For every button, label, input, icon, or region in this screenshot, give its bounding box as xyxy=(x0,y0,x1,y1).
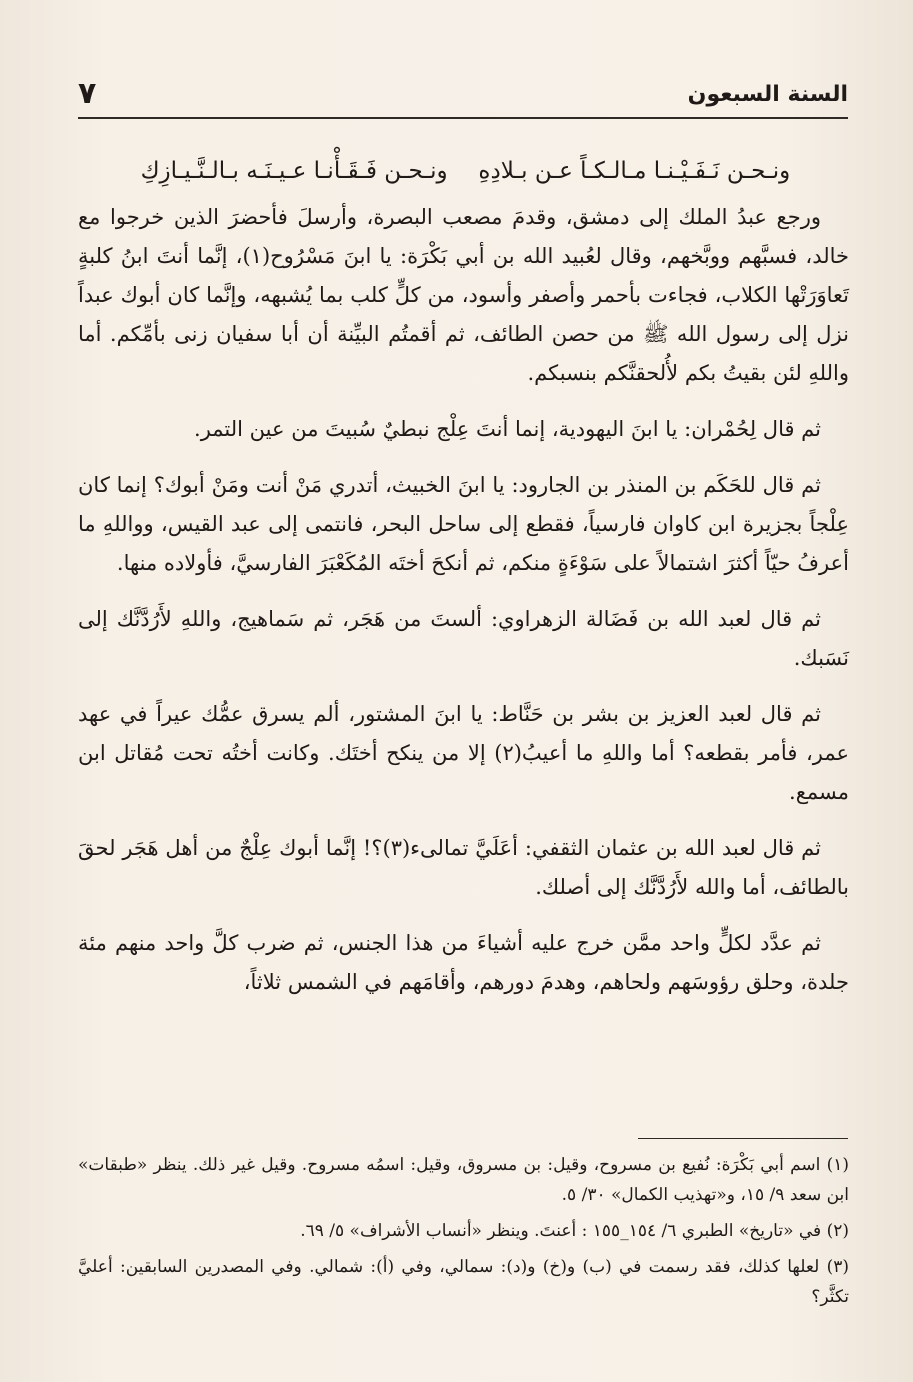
header-title: السنة السبعون xyxy=(687,82,848,107)
paragraph: ثم قال لِحُمْران: يا ابنَ اليهودية، إنما أنتَ عِلْج نبطيٌ سُبيتَ من عين التمر. xyxy=(194,417,821,441)
main-text xyxy=(78,198,849,1019)
paragraph: ثم قال لعبد العزيز بن بشر بن حَنَّاط: يا ابنَ المشتور، ألم يسرق عمُّك عيراً في عهد عمر، فأمر بقطعه؟ أما واللهِ ما أعيبُ(٢) إلا من ينكح أختَك. وكانت أختُه تحت مُقاتل ابن مسمع. xyxy=(78,702,849,804)
footnote: (٣) لعلها كذلك، فقد رسمت في (ب) و(خ) و(د): سمالي، وفي (أ): شمالي. وفي المصدرين السابقين: أعليَّ تكثَّر؟ xyxy=(78,1257,849,1307)
poetry-verse xyxy=(78,150,848,192)
paragraph: ثم قال لعبد الله بن عثمان الثقفي: أعَلَيَّ تمالىء(٣)؟! إنَّما أبوك عِلْجٌ من أهل هَجَر لحقَ بالطائف، أما والله لأَرُدَّنَّك إلى أصلك. xyxy=(78,836,849,899)
page-number: ٧ xyxy=(78,76,97,111)
verse-second-hemistich: ونـحـن فَـقَـأْنـا عـيـنَـه بـالـنَّـيـازِكِ xyxy=(140,158,448,184)
footnote: (١) اسم أبي بَكْرَة: نُفيع بن مسروح، وقيل: بن مسروق، وقيل: اسمُه مسروح. وقيل غير ذلك. ينظر «طبقات» ابن سعد ٩/ ١٥، و«تهذيب الكمال» ٣٠/ ٥. xyxy=(78,1155,849,1205)
verse-first-hemistich: ونـحـن نَـفَـيْـنـا مـالـكـاً عـن بـلادِهِ xyxy=(478,158,791,184)
header-divider xyxy=(78,117,848,119)
paragraph: ثم قال لعبد الله بن فَضَالة الزهراوي: ألستَ من هَجَر، ثم سَماهيج، واللهِ لأَرُدَّنَّك إلى نَسَبك. xyxy=(78,607,849,670)
running-header xyxy=(78,70,848,118)
footnote-divider xyxy=(638,1138,848,1139)
paragraph: ثم عدَّد لكلٍّ واحد ممَّن خرج عليه أشياءَ من هذا الجنس، ثم ضرب كلَّ واحد منهم مئة جلدة، وحلق رؤوسَهم ولحاهم، وهدمَ دورهم، وأقامَهم في الشمس ثلاثاً، xyxy=(78,931,849,994)
footnotes xyxy=(78,1150,849,1312)
footnote: (٢) في «تاريخ» الطبري ٦/ ١٥٤_١٥٥ : أعنتَ. وينظر «أنساب الأشراف» ٥/ ٦٩. xyxy=(300,1221,849,1241)
paragraph: ورجع عبدُ الملك إلى دمشق، وقدمَ مصعب البصرة، وأرسلَ فأحضرَ الذين خرجوا مع خالد، فسبَّهم ووبَّخهم، وقال لعُبيد الله بن أبي بَكْرَة: يا ابنَ مَسْرُوح(١)، إنَّما أنتَ ابنُ كلبةٍ تَعاوَرَتْها الكلاب، فجاءت بأحمر وأصفر وأسود، من كلٍّ كلب بما يُشبهه، وإنَّما كان أبوك عبداً نزل إلى رسول الله ﷺ من حصن الطائف، ثم أقمتُم البيِّنة أن أبا سفيان زنى بأمِّكم. أما واللهِ لئن بقيتُ بكم لأُلحقنَّكم بنسبكم. xyxy=(78,205,849,385)
paragraph: ثم قال للحَكَم بن المنذر بن الجارود: يا ابنَ الخبيث، أتدري مَنْ أنت ومَنْ أبوك؟ إنما كان عِلْجاً بجزيرة ابن كاوان فارسياً، فقطع إلى ساحل البحر، فانتمى إلى عبد القيس، وواللهِ ما أعرفُ حيّاً أكثرَ اشتمالاً على سَوْءَةٍ منكم، ثم أنكحَ أختَه المُكَعْبَرَ الفارسيَّ، فأولاده منها. xyxy=(78,473,849,575)
